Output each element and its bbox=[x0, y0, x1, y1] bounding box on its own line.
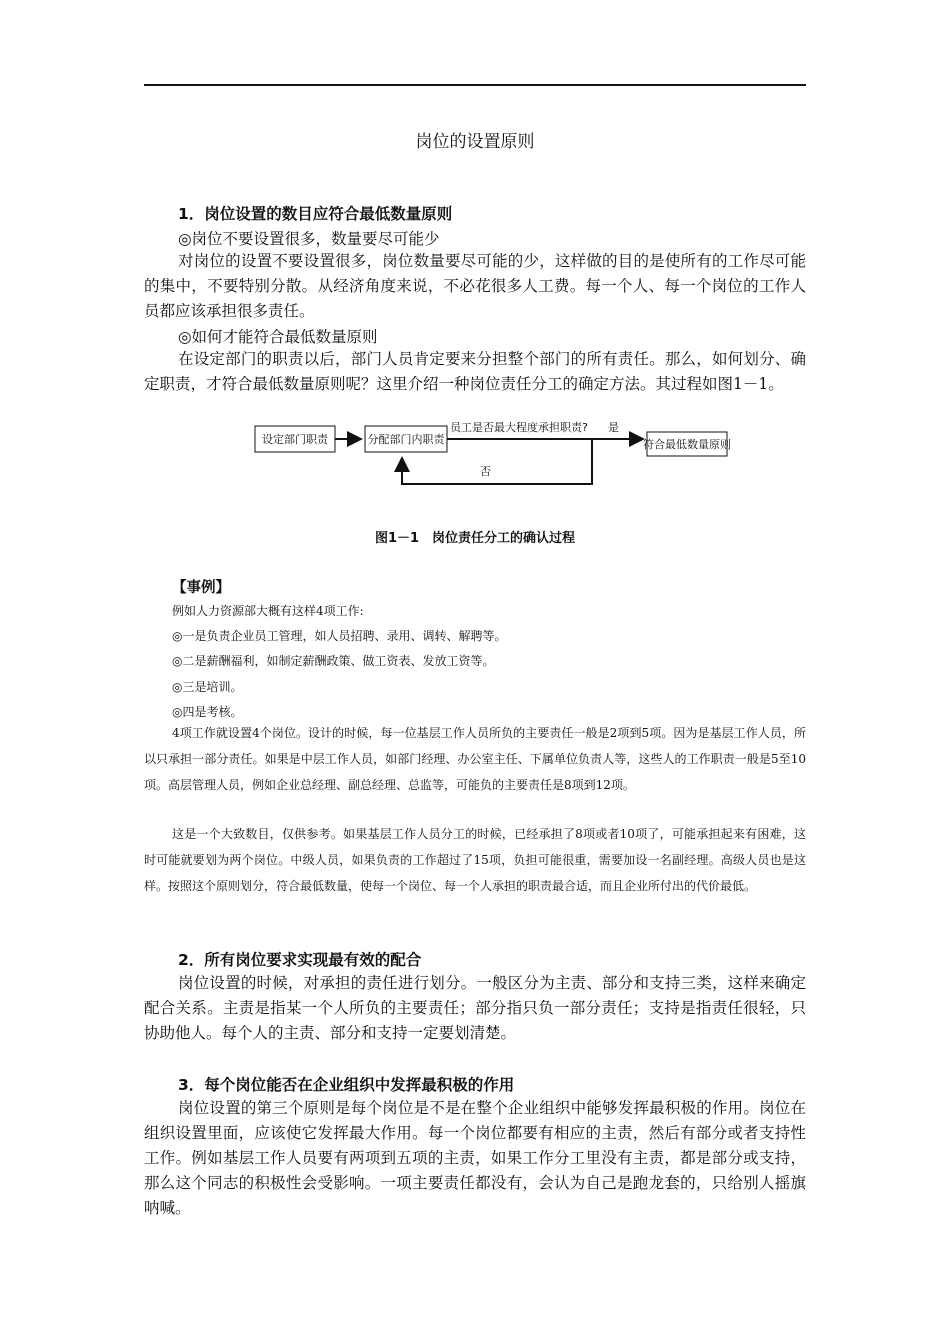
section1-heading: 1．岗位设置的数目应符合最低数量原则 bbox=[178, 205, 453, 223]
section2-heading: 2．所有岗位要求实现最有效的配合 bbox=[178, 951, 422, 969]
example-label: 【事例】 bbox=[172, 580, 230, 596]
example-para2: 这是一个大致数目，仅供参考。如果基层工作人员分工的时候，已经承担了8项或者10项了，可能承担起来有困难，这时可能就要划为两个岗位。中级人员，如果负责的工作超过了15项，负担可能很重，需要加设一名副经理。高级人员也是这样。按照这个原则划分，符合最低数量，使每一个岗位、每一个人承担的职责最合适，而且企业所付出的代价最低。 bbox=[144, 827, 806, 893]
section1-point2: ◎如何才能符合最低数量原则 bbox=[178, 328, 378, 346]
box3-label: 符合最低数量原则 bbox=[643, 438, 731, 451]
flow-diagram bbox=[250, 418, 740, 490]
example-item: ◎三是培训。 bbox=[172, 680, 243, 694]
section3-para: 岗位设置的第三个原则是每个岗位是不是在整个企业组织中能够发挥最积极的作用。岗位在组织设置里面，应该使它发挥最大作用。每一个岗位都要有相应的主责，然后有部分或者支持性工作。例如基层工作人员要有两项到五项的主责，如果工作分工里没有主责，都是部分或支持，那么这个同志的积极性会受影响。一项主要责任都没有，会认为自己是跑龙套的，只给别人摇旗呐喊。 bbox=[144, 1099, 806, 1217]
header-rule bbox=[144, 84, 806, 86]
box1-label: 设定部门职责 bbox=[262, 433, 328, 446]
figure-caption: 图1－1 岗位责任分工的确认过程 bbox=[374, 531, 576, 546]
section1-para2: 在设定部门的职责以后，部门人员肯定要来分担整个部门的所有责任。那么，如何划分、确定职责，才符合最低数量原则呢？这里介绍一种岗位责任分工的确定方法。其过程如图1－1。 bbox=[144, 350, 806, 393]
box2-label: 分配部门内职责 bbox=[367, 433, 445, 446]
example-item: ◎四是考核。 bbox=[172, 705, 243, 719]
example-para1: 4项工作就设置4个岗位。设计的时候，每一位基层工作人员所负的主要责任一般是2项到5项。因为是基层工作人员，所以只承担一部分责任。如果是中层工作人员，如部门经理、办公室主任、下属单位负责人等，这些人的工作职责一般是5至10项。高层管理人员，例如企业总经理、副总经理、总监等，可能负的主要责任是8项到12项。 bbox=[144, 726, 806, 792]
section1-point1: ◎岗位不要设置很多，数量要尽可能少 bbox=[178, 230, 440, 248]
diagram-no: 否 bbox=[480, 465, 491, 478]
section2-para: 岗位设置的时候，对承担的责任进行划分。一般区分为主责、部分和支持三类，这样来确定配合关系。主责是指某一个人所负的主要责任；部分指只负一部分责任；支持是指责任很轻，只协助他人。每个人的主责、部分和支持一定要划清楚。 bbox=[144, 974, 806, 1042]
example-item: ◎一是负责企业员工管理，如人员招聘、录用、调转、解聘等。 bbox=[172, 629, 507, 643]
page-title: 岗位的设置原则 bbox=[415, 132, 535, 152]
diagram-question: 员工是否最大程度承担职责? bbox=[450, 421, 588, 434]
diagram-yes: 是 bbox=[608, 421, 619, 434]
example-intro: 例如人力资源部大概有这样4项工作: bbox=[172, 604, 364, 618]
example-item: ◎二是薪酬福利，如制定薪酬政策、做工资表、发放工资等。 bbox=[172, 654, 495, 668]
section3-heading: 3．每个岗位能否在企业组织中发挥最积极的作用 bbox=[178, 1076, 515, 1094]
section1-para1: 对岗位的设置不要设置很多，岗位数量要尽可能的少，这样做的目的是使所有的工作尽可能的集中，不要特别分散。从经济角度来说，不必花很多人工费。每一个人、每一个岗位的工作人员都应该承担很多责任。 bbox=[144, 252, 806, 320]
